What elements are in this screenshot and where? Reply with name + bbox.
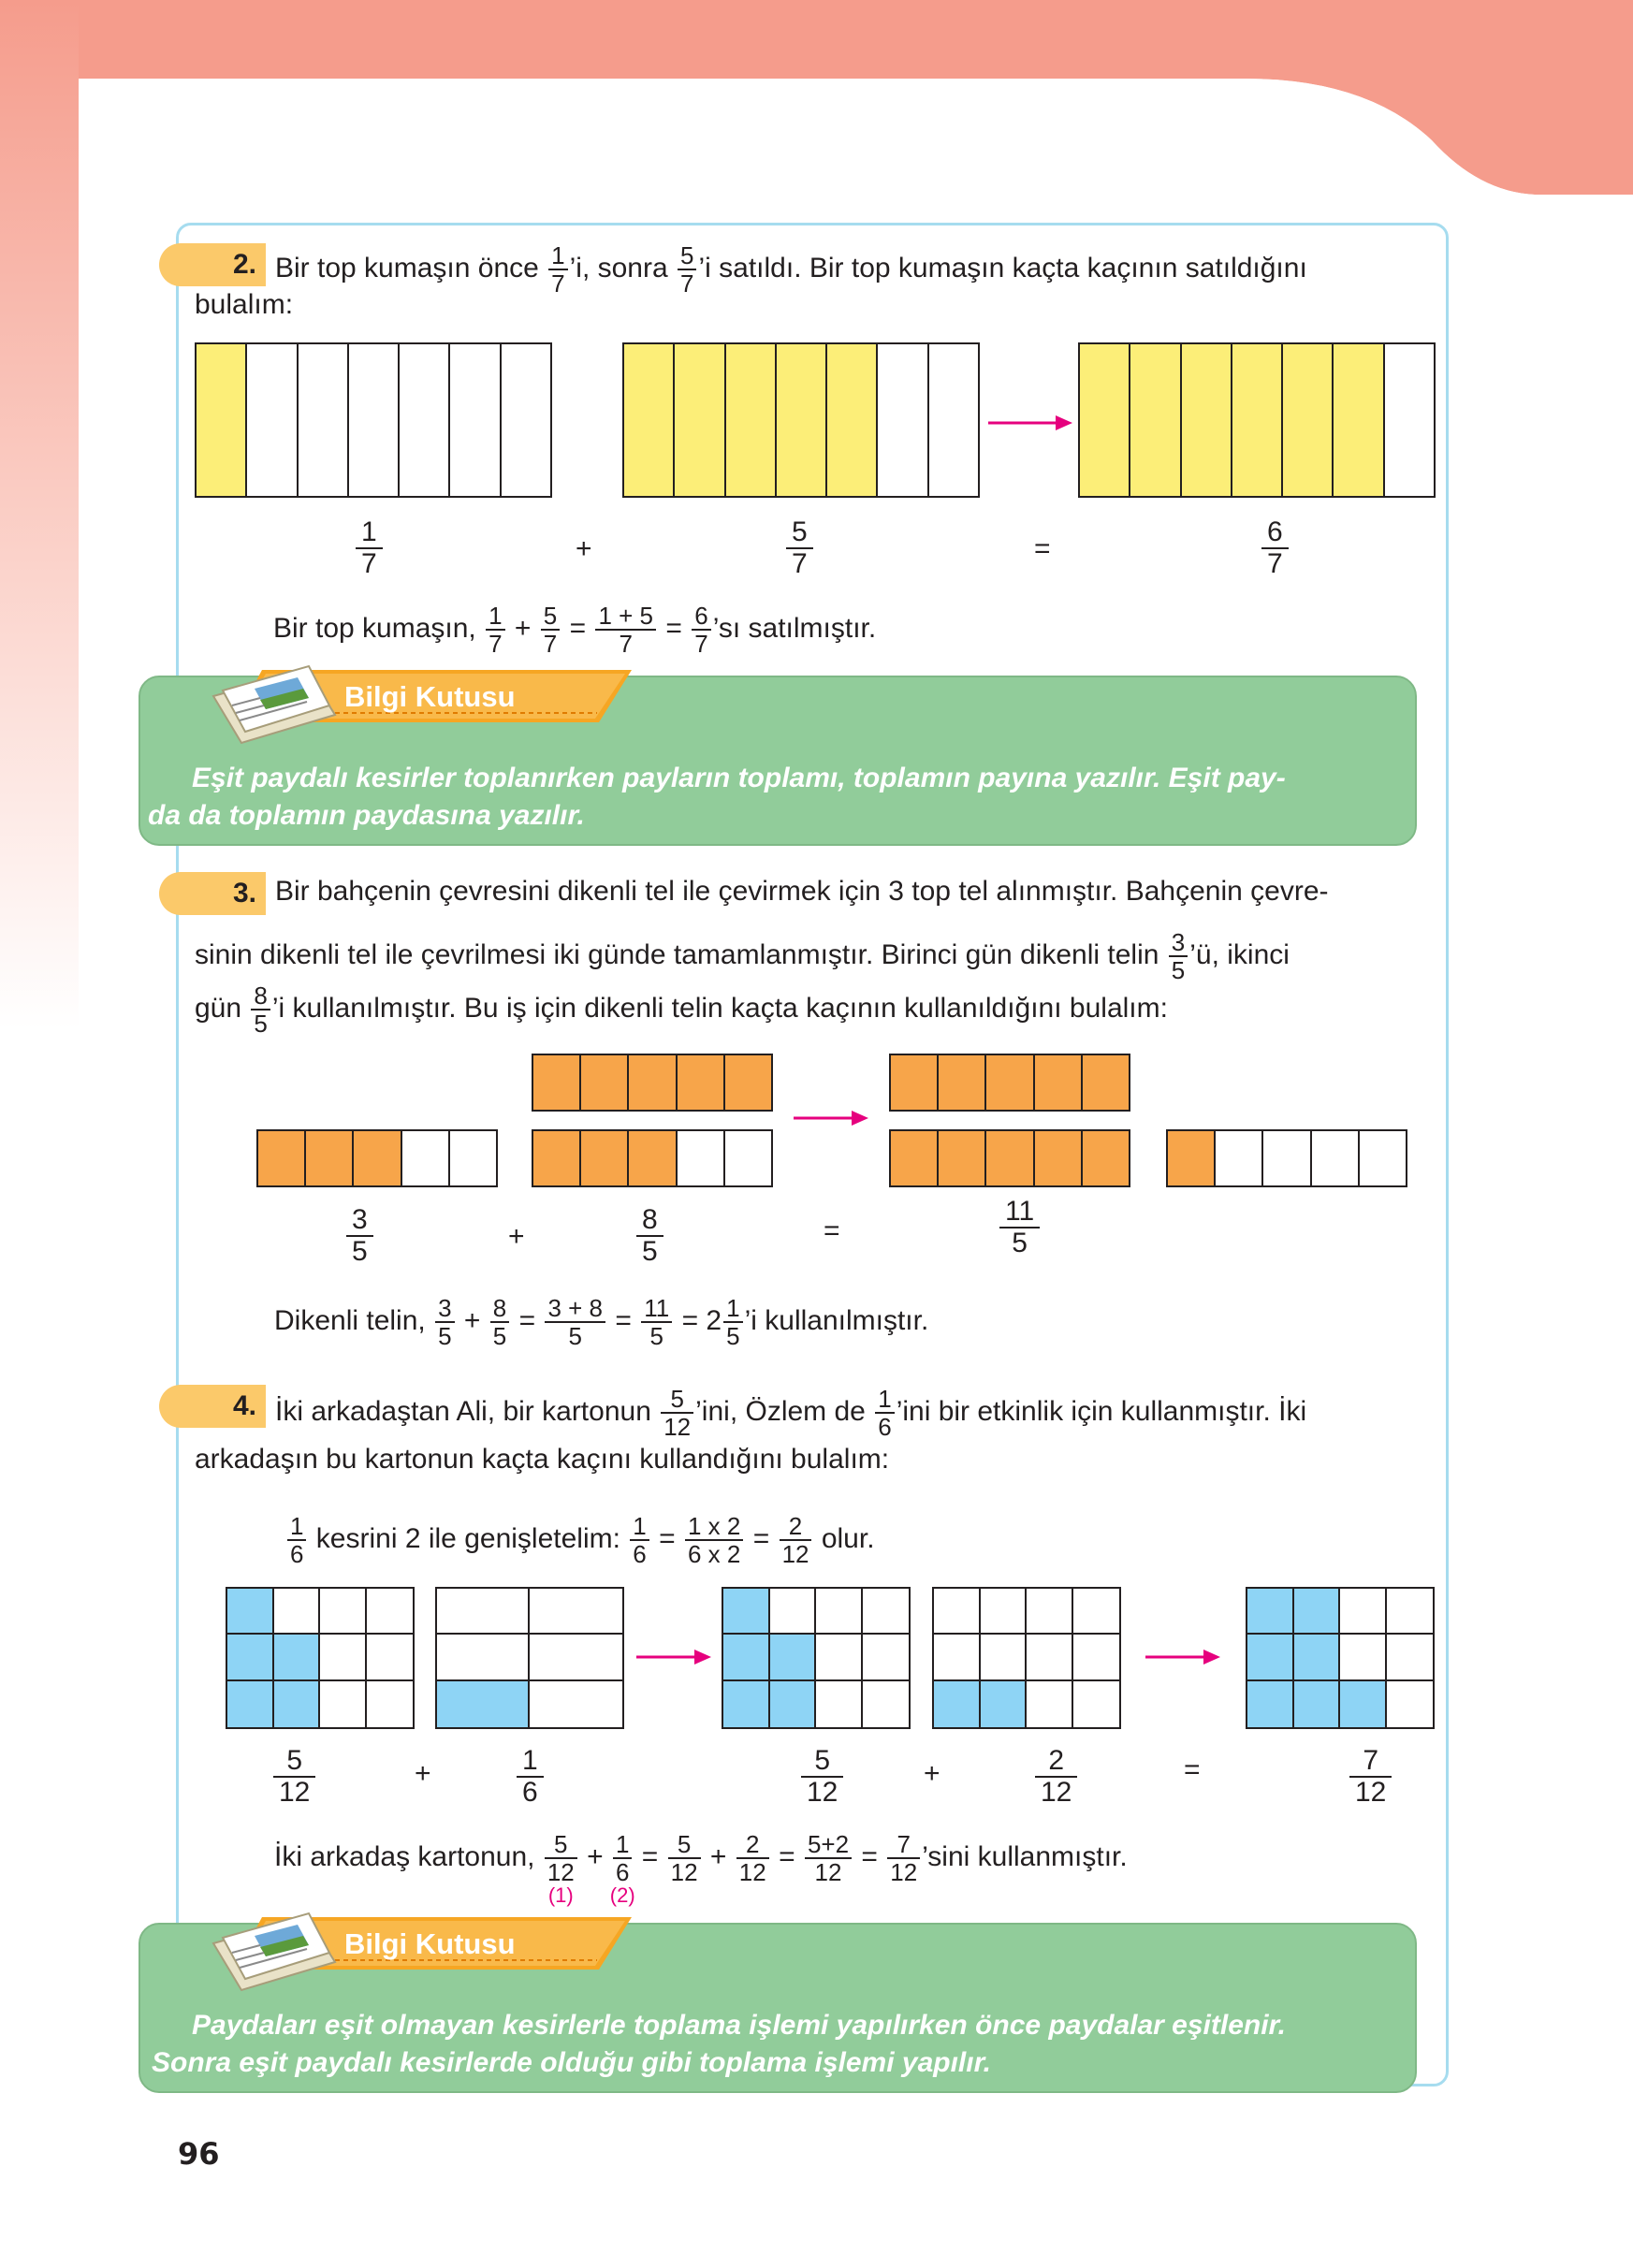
filled-cell: [770, 1681, 817, 1727]
info-box-1-line-1: Eşit paydalı kesirler toplanırken payların toplamı, toplamın payına yazılır. Eşit pay-: [192, 763, 1286, 793]
empty-cell: [816, 1635, 863, 1680]
filled-cell: [1281, 344, 1332, 496]
fraction: $\frac{1}{6}$: [630, 1513, 649, 1567]
filled-cell: [723, 1055, 771, 1110]
empty-cell: [981, 1635, 1028, 1680]
fraction: $\frac{1 + 5}{7}$: [595, 603, 656, 657]
empty-cell: [863, 1681, 910, 1727]
grid-2-12: [932, 1587, 1121, 1729]
empty-cell: [934, 1589, 981, 1635]
problem-2-line-2: bulalım:: [195, 289, 294, 320]
problem-3-line-2: sinin dikenli tel ile çevrilmesi iki günde tamamlanmıştır. Birinci gün dikenli telin $\frac{3}{5}$ ’ü, ikinci: [195, 928, 1290, 984]
problem-3-number-tab: 3.: [159, 872, 266, 915]
annotation-1: (1): [547, 1883, 574, 1907]
arrow-icon: [1144, 1646, 1222, 1668]
filled-cell: [673, 344, 723, 496]
filled-cell: [352, 1131, 400, 1185]
fraction: $\frac{5+2}{12}$: [805, 1831, 852, 1885]
empty-cell: [448, 344, 499, 496]
info-box-2-line-2: Sonra eşit paydalı kesirlerde olduğu gibi toplama işlemi yapılır.: [152, 2047, 991, 2078]
filled-cell: [437, 1681, 530, 1727]
problem-3-line-3: gün $\frac{8}{5}$ ’i kullanılmıştır. Bu iş için dikenli telin kaçta kaçının kullanıldığını bulalım:: [195, 981, 1168, 1038]
fraction-bar-result-top: [889, 1054, 1130, 1112]
fraction: $\frac{5}{7}$: [541, 603, 560, 657]
filled-cell: [227, 1589, 274, 1635]
empty-cell: [530, 1681, 622, 1727]
info-box-1-line-2: da da toplamın paydasına yazılır.: [148, 800, 585, 831]
filled-cell: [1033, 1055, 1081, 1110]
empty-cell: [401, 1131, 448, 1185]
filled-cell: [274, 1635, 321, 1680]
fraction: $\frac{1}{5}$: [723, 1295, 742, 1349]
fraction-bar-1-7: [195, 342, 552, 498]
filled-cell: [304, 1131, 352, 1185]
newspaper-icon: [204, 1906, 344, 1996]
problem-3-result: Dikenli telin, $\frac{3}{5}$ + $\frac{8}{5}$ = $\frac{3 + 8}{5}$ = $\frac{11}{5}$ = 2 $\frac{1}{5}$ ’i kullanılmıştır.: [274, 1294, 929, 1350]
empty-cell: [934, 1635, 981, 1680]
empty-cell: [1027, 1635, 1073, 1680]
empty-cell: [500, 344, 550, 496]
arrow-icon: [986, 412, 1074, 434]
filled-cell: [676, 1055, 723, 1110]
empty-cell: [274, 1589, 321, 1635]
filled-cell: [1247, 1589, 1294, 1635]
empty-cell: [1027, 1589, 1073, 1635]
info-box-2-title: Bilgi Kutusu: [344, 1927, 516, 1960]
label-fraction-8-5: 8 5: [636, 1205, 663, 1267]
empty-cell: [1073, 1635, 1120, 1680]
fraction: $\frac{8}{5}$: [251, 982, 270, 1037]
filled-cell: [723, 1589, 770, 1635]
grid-5-12-copy: [722, 1587, 911, 1729]
label-fraction-5-12: 5 12: [273, 1746, 315, 1808]
empty-cell: [1073, 1589, 1120, 1635]
empty-cell: [367, 1589, 414, 1635]
fraction-bar-5-5-top: [532, 1054, 773, 1112]
filled-cell: [981, 1681, 1028, 1727]
fraction-bar-result-bottom: [889, 1129, 1130, 1187]
empty-cell: [347, 344, 398, 496]
filled-cell: [1294, 1589, 1341, 1635]
fraction: 1 6 (2): [609, 1830, 635, 1907]
filled-cell: [1129, 344, 1179, 496]
problem-4-number-tab: 4.: [159, 1385, 266, 1428]
filled-cell: [1033, 1131, 1081, 1185]
filled-cell: [937, 1055, 984, 1110]
filled-cell: [624, 344, 673, 496]
filled-cell: [934, 1681, 981, 1727]
fraction-bar-3-5: [256, 1129, 498, 1187]
fraction: $\frac{3}{5}$: [435, 1295, 454, 1349]
empty-cell: [398, 344, 448, 496]
filled-cell: [1168, 1131, 1214, 1185]
label-fraction-5-12-b: 5 12: [801, 1746, 843, 1808]
empty-cell: [723, 1131, 771, 1185]
empty-cell: [297, 344, 347, 496]
empty-cell: [1358, 1131, 1406, 1185]
problem-2-number-tab: 2.: [159, 243, 266, 286]
filled-cell: [825, 344, 876, 496]
equals-sign: =: [824, 1215, 840, 1246]
filled-cell: [891, 1055, 937, 1110]
newspaper-icon: [204, 659, 344, 749]
empty-cell: [770, 1589, 817, 1635]
empty-cell: [530, 1635, 622, 1680]
problem-3-line-1: Bir bahçenin çevresini dikenli tel ile çevirmek için 3 top tel alınmıştır. Bahçenin çevre-: [275, 876, 1329, 907]
label-fraction-11-5: 11 5: [999, 1197, 1040, 1258]
fraction: $\frac{8}{5}$: [490, 1295, 509, 1349]
filled-cell: [579, 1055, 627, 1110]
fraction: $\frac{1}{6}$: [875, 1386, 894, 1440]
filled-cell: [533, 1131, 579, 1185]
filled-cell: [723, 1681, 770, 1727]
fraction: $\frac{1}{7}$: [486, 603, 504, 657]
filled-cell: [227, 1635, 274, 1680]
fraction: $\frac{6}{7}$: [692, 603, 710, 657]
empty-cell: [448, 1131, 496, 1185]
empty-cell: [530, 1589, 622, 1635]
filled-cell: [1080, 344, 1129, 496]
arrow-icon: [634, 1646, 713, 1668]
problem-4-line-1: İki arkadaştan Ali, bir kartonun $\frac{5}{12}$ ’ini, Özlem de $\frac{1}{6}$ ’ini bir etkinlik için kullanmıştır. İki: [275, 1385, 1307, 1441]
filled-cell: [1081, 1131, 1129, 1185]
filled-cell: [1081, 1055, 1129, 1110]
filled-cell: [723, 1635, 770, 1680]
filled-cell: [937, 1131, 984, 1185]
filled-cell: [533, 1055, 579, 1110]
empty-cell: [676, 1131, 723, 1185]
problem-4-line-2: arkadaşın bu kartonun kaçta kaçını kullandığını bulalım:: [195, 1444, 890, 1475]
fraction-bar-6-7: [1078, 342, 1436, 498]
fraction-bar-5-7: [622, 342, 980, 498]
filled-cell: [1340, 1681, 1387, 1727]
empty-cell: [1387, 1635, 1434, 1680]
plus-sign: +: [576, 533, 592, 564]
empty-cell: [1261, 1131, 1309, 1185]
empty-cell: [1387, 1681, 1434, 1727]
filled-cell: [579, 1131, 627, 1185]
empty-cell: [367, 1681, 414, 1727]
filled-cell: [1247, 1635, 1294, 1680]
equals-sign: =: [1184, 1754, 1201, 1785]
label-fraction-5-7: 5 7: [786, 517, 813, 579]
filled-cell: [627, 1055, 675, 1110]
filled-cell: [1294, 1635, 1341, 1680]
fraction: $\frac{11}{5}$: [641, 1295, 672, 1349]
filled-cell: [1247, 1681, 1294, 1727]
plus-sign: +: [508, 1221, 525, 1252]
info-box-1-title: Bilgi Kutusu: [344, 680, 516, 713]
empty-cell: [367, 1635, 414, 1680]
filled-cell: [1231, 344, 1281, 496]
empty-cell: [1383, 344, 1434, 496]
empty-cell: [320, 1589, 367, 1635]
equals-sign: =: [1034, 533, 1051, 564]
fraction-bar-result-remainder: [1166, 1129, 1407, 1187]
fraction: 5 12 (1): [545, 1831, 577, 1885]
filled-cell: [258, 1131, 304, 1185]
empty-cell: [816, 1681, 863, 1727]
empty-cell: [245, 344, 296, 496]
fraction: $\frac{7}{12}$: [887, 1831, 920, 1885]
plus-sign: +: [924, 1758, 940, 1789]
filled-cell: [227, 1681, 274, 1727]
filled-cell: [984, 1131, 1032, 1185]
annotation-2: (2): [609, 1883, 635, 1907]
fraction: $\frac{1}{6}$: [287, 1513, 306, 1567]
filled-cell: [724, 344, 775, 496]
empty-cell: [981, 1589, 1028, 1635]
fraction: $\frac{5}{12}$: [661, 1386, 693, 1440]
fraction: $\frac{2}{12}$: [736, 1831, 769, 1885]
problem-2-result: Bir top kumaşın, $\frac{1}{7}$ + $\frac{5}{7}$ = $\frac{1 + 5}{7}$ = $\frac{6}{7}$ ’sı satılmıştır.: [273, 602, 877, 658]
label-fraction-6-7: 6 7: [1261, 517, 1289, 579]
fraction-bar-3-5-bottom: [532, 1129, 773, 1187]
empty-cell: [1340, 1635, 1387, 1680]
filled-cell: [274, 1681, 321, 1727]
problem-2-line-1: Bir top kumaşın önce $\frac{1}{7}$ ’i, sonra $\frac{5}{7}$ ’i satıldı. Bir top kumaşın kaçta kaçının satıldığını: [275, 241, 1307, 298]
empty-cell: [1214, 1131, 1261, 1185]
filled-cell: [1332, 344, 1382, 496]
grid-5-12: [226, 1587, 415, 1729]
empty-cell: [816, 1589, 863, 1635]
plus-sign: +: [415, 1758, 431, 1789]
page-number: 96: [178, 2136, 220, 2172]
filled-cell: [1294, 1681, 1341, 1727]
empty-cell: [1340, 1589, 1387, 1635]
filled-cell: [984, 1055, 1032, 1110]
fraction: $\frac{2}{12}$: [780, 1513, 812, 1567]
arrow-icon: [792, 1107, 870, 1129]
info-box-2-line-1: Paydaları eşit olmayan kesirlerle toplama işlemi yapılırken önce paydalar eşitlenir.: [192, 2010, 1286, 2041]
fraction: $\frac{1}{7}$: [548, 242, 567, 297]
empty-cell: [876, 344, 926, 496]
grid-1-6: [435, 1587, 624, 1729]
filled-cell: [197, 344, 245, 496]
filled-cell: [775, 344, 825, 496]
empty-cell: [1073, 1681, 1120, 1727]
empty-cell: [320, 1681, 367, 1727]
fraction: $\frac{1 x 2}{6 x 2}$: [685, 1513, 743, 1567]
empty-cell: [927, 344, 978, 496]
grid-7-12: [1246, 1587, 1435, 1729]
empty-cell: [1310, 1131, 1358, 1185]
label-fraction-7-12: 7 12: [1349, 1746, 1392, 1808]
filled-cell: [627, 1131, 675, 1185]
label-fraction-2-12: 2 12: [1035, 1746, 1077, 1808]
filled-cell: [891, 1131, 937, 1185]
empty-cell: [437, 1635, 530, 1680]
filled-cell: [770, 1635, 817, 1680]
fraction: $\frac{3 + 8}{5}$: [545, 1295, 605, 1349]
empty-cell: [320, 1635, 367, 1680]
filled-cell: [1180, 344, 1231, 496]
problem-4-result: İki arkadaş kartonun, 5 12 (1) + 1 6 (2) = $\frac{5}{12}$ + $\frac{2}{12}$ = $\frac{5+2}{12}$ = $\frac{7}{12}$ ’sini kullanmıştır.: [274, 1830, 1128, 1907]
fraction: $\frac{5}{12}$: [668, 1831, 701, 1885]
empty-cell: [1387, 1589, 1434, 1635]
empty-cell: [863, 1635, 910, 1680]
fraction: $\frac{3}{5}$: [1169, 929, 1188, 983]
label-fraction-3-5: 3 5: [346, 1205, 373, 1267]
label-fraction-1-6: 1 6: [517, 1746, 544, 1808]
fraction: $\frac{5}{7}$: [678, 242, 696, 297]
problem-4-expansion: $\frac{1}{6}$ kesrini 2 ile genişletelim: $\frac{1}{6}$ = $\frac{1 x 2}{6 x 2}$ = $\frac{2}{12}$ olur.: [285, 1513, 875, 1567]
empty-cell: [1027, 1681, 1073, 1727]
label-fraction-1-7: 1 7: [356, 517, 383, 579]
empty-cell: [437, 1589, 530, 1635]
empty-cell: [863, 1589, 910, 1635]
